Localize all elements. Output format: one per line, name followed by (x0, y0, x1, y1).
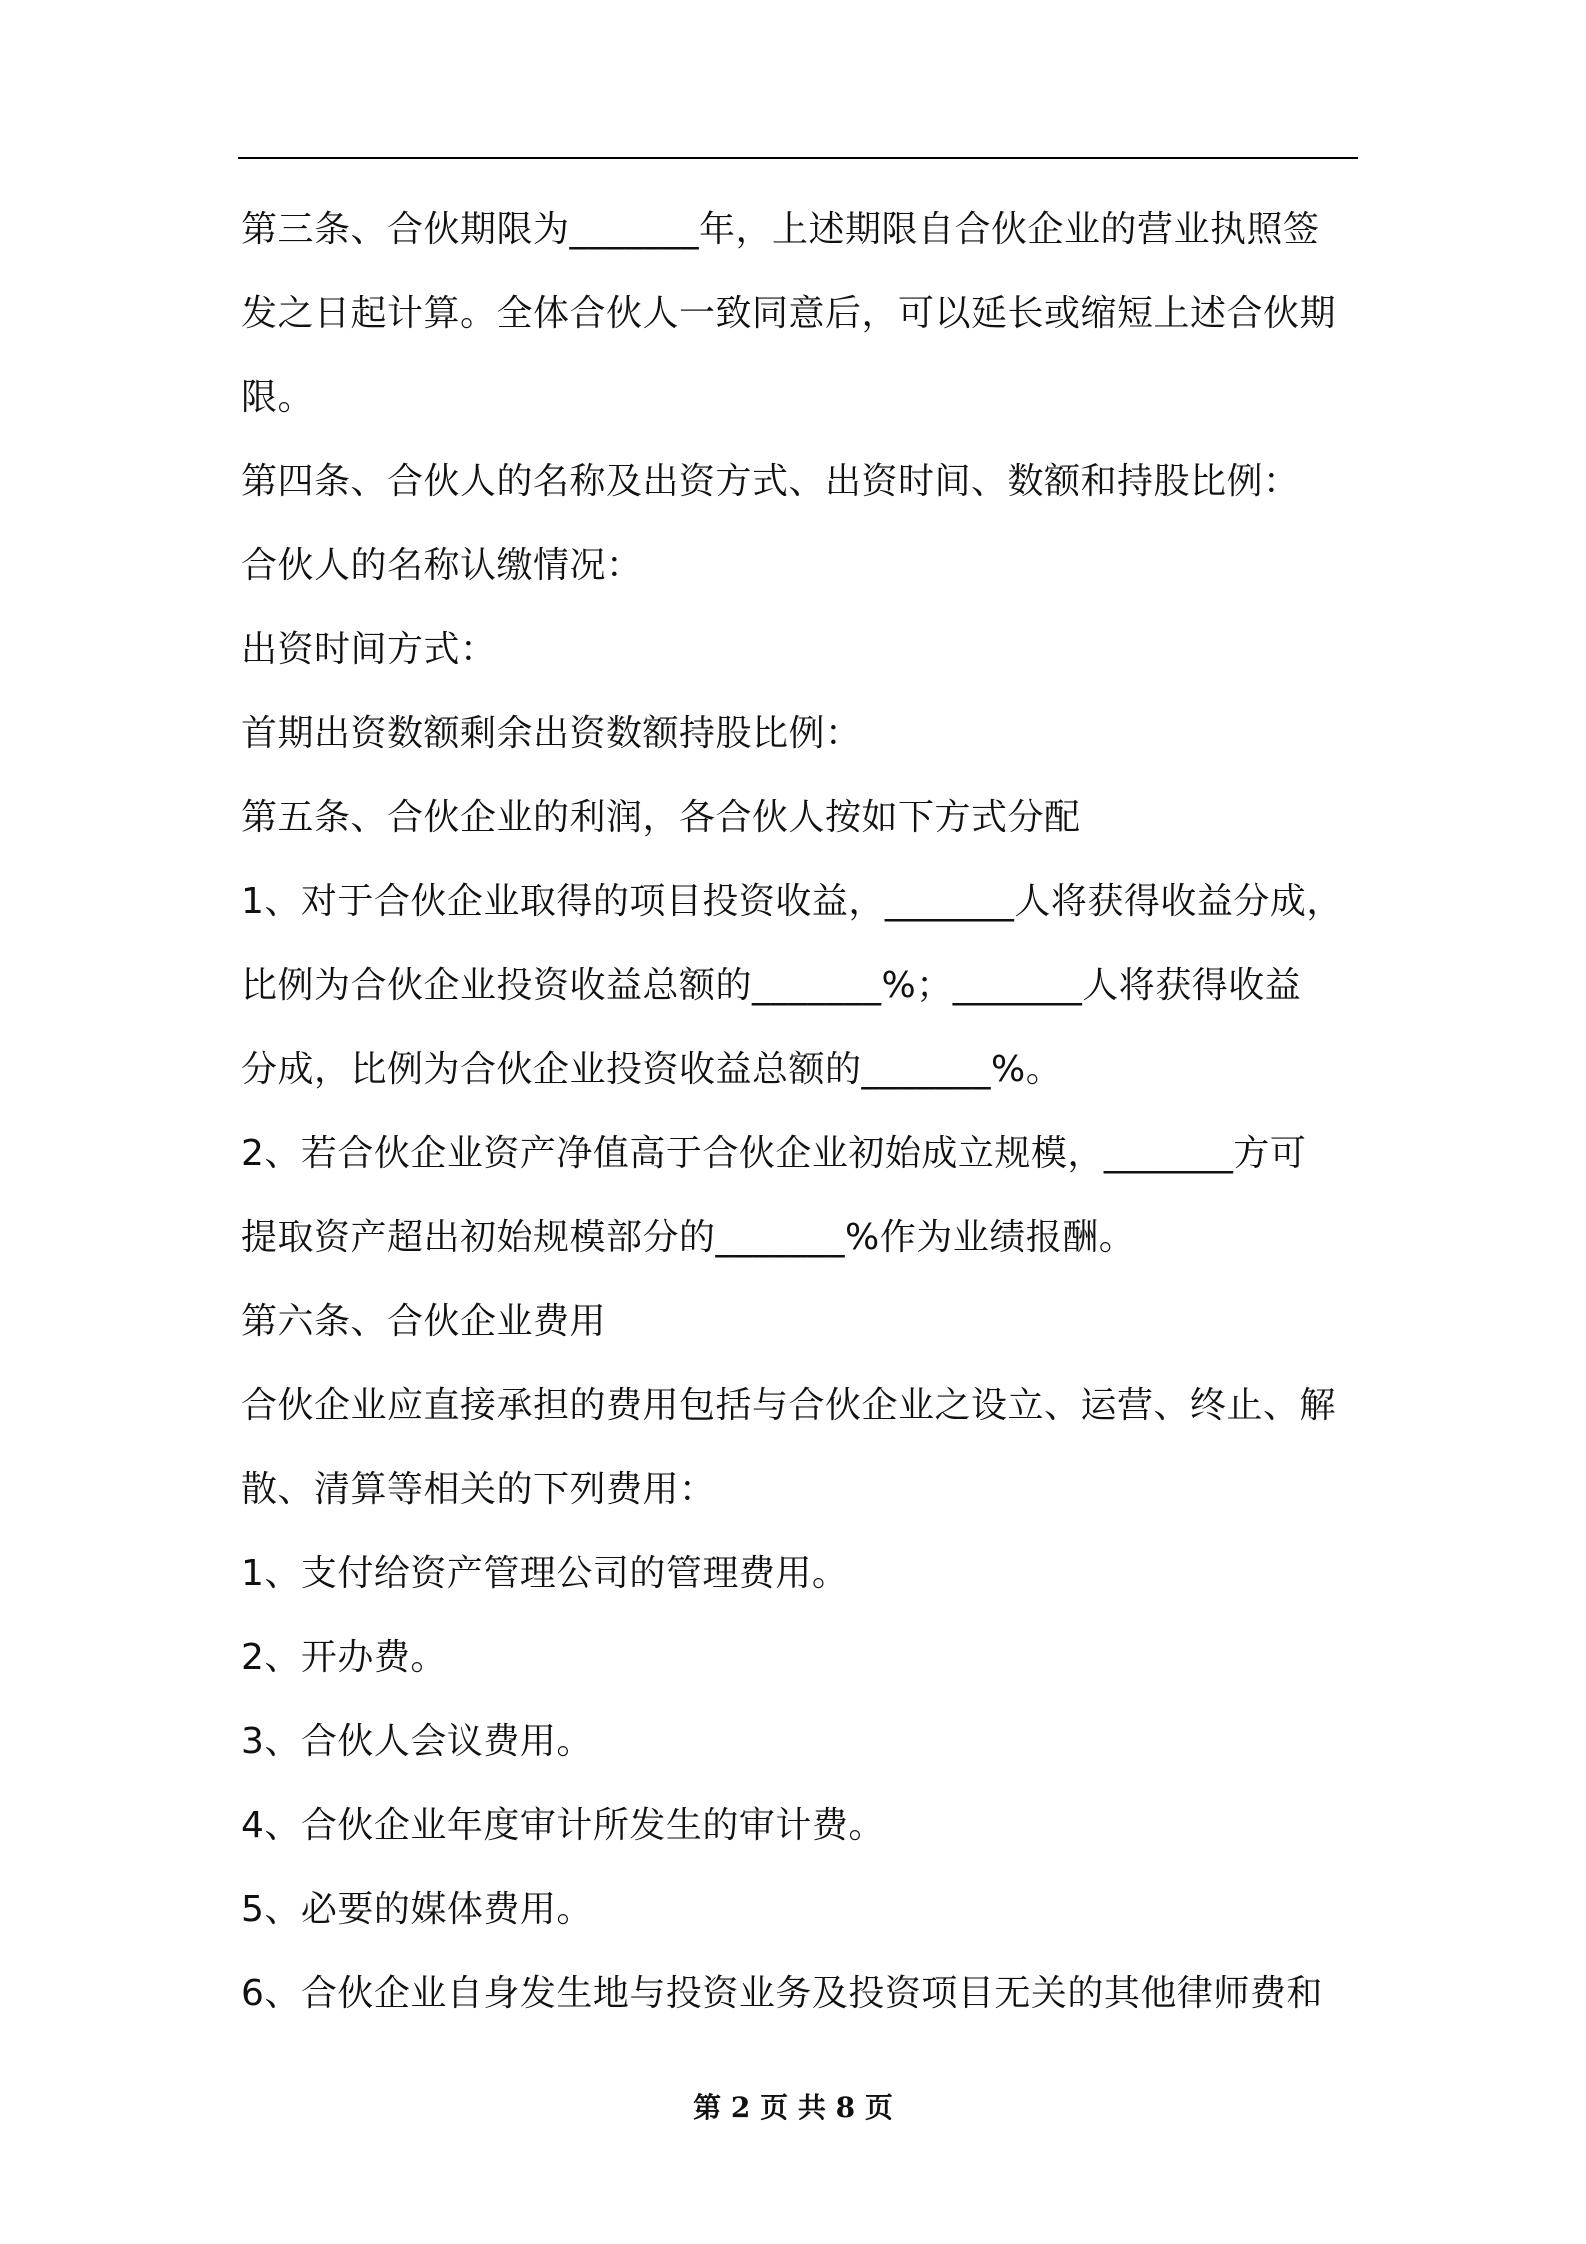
text-line: 提取资产超出初始规模部分的_______%作为业绩报酬。 (241, 1217, 1136, 1258)
text-line: 第三条、合伙期限为_______年，上述期限自合伙企业的营业执照签 (241, 209, 1320, 250)
text-line: 合伙人的名称认缴情况： (241, 545, 643, 586)
text-line: 发之日起计算。全体合伙人一致同意后，可以延长或缩短上述合伙期 (241, 293, 1337, 334)
text-line: 6、合伙企业自身发生地与投资业务及投资项目无关的其他律师费和 (241, 1973, 1323, 2014)
text-line: 2、若合伙企业资产净值高于合伙企业初始成立规模，_______方可 (241, 1133, 1307, 1174)
text-line: 第五条、合伙企业的利润，各合伙人按如下方式分配 (241, 797, 1081, 838)
text-line: 1、支付给资产管理公司的管理费用。 (241, 1553, 849, 1594)
text-line: 1、对于合伙企业取得的项目投资收益，_______人将获得收益分成， (241, 881, 1343, 922)
text-line: 第六条、合伙企业费用 (241, 1301, 607, 1342)
text-line: 2、开办费。 (241, 1637, 447, 1678)
text-line: 出资时间方式： (241, 629, 497, 670)
text-line: 3、合伙人会议费用。 (241, 1721, 593, 1762)
text-line: 散、清算等相关的下列费用： (241, 1469, 716, 1510)
text-line: 5、必要的媒体费用。 (241, 1889, 593, 1930)
text-line: 4、合伙企业年度审计所发生的审计费。 (241, 1805, 885, 1846)
document-body (241, 199, 1361, 2047)
text-line: 分成，比例为合伙企业投资收益总额的_______%。 (241, 1049, 1063, 1090)
text-line: 限。 (241, 377, 315, 418)
text-line: 首期出资数额剩余出资数额持股比例： (241, 713, 862, 754)
text-line: 合伙企业应直接承担的费用包括与合伙企业之设立、运营、终止、解 (241, 1385, 1337, 1426)
page-number-footer: 第 2 页 共 8 页 (693, 2091, 893, 2124)
text-line: 第四条、合伙人的名称及出资方式、出资时间、数额和持股比例： (241, 461, 1300, 502)
text-line: 比例为合伙企业投资收益总额的_______%；_______人将获得收益 (241, 965, 1302, 1006)
header-rule (238, 157, 1358, 159)
